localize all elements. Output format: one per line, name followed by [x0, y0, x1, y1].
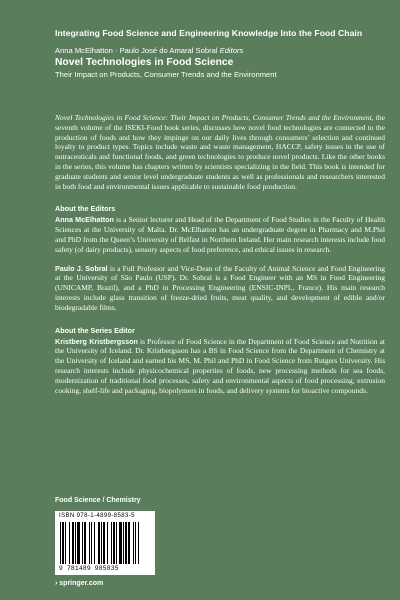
series-editor-bio: [55, 337, 385, 396]
editor-names: Anna McElhatton · Paulo José do Amaral Sobral: [55, 46, 218, 55]
isbn-text: ISBN 978-1-4899-8583-5: [59, 513, 135, 519]
book-subtitle: Their Impact on Products, Consumer Trends and the Environment: [55, 70, 277, 79]
back-cover-text: [55, 113, 385, 395]
book-title: Novel Technologies in Food Science: [55, 57, 234, 68]
editors-label: Editors: [219, 46, 244, 55]
series-title: Integrating Food Science and Engineering Knowledge Into the Food Chain: [55, 28, 363, 38]
editor1-bio: [55, 215, 385, 254]
springer-link[interactable]: › springer.com: [55, 580, 104, 587]
editor1-bio-text: is a Senior lecturer and Head of the Department of Food Studies in the Faculty of Health Sciences at the University of Malta. Dr. McElhatton has an undergraduate degree in Pharmacy and M.Phil and PhD from the Queen’s University of Belfast in Northern Ireland. Her main research interests include food safety (of dairy products), sensory aspects of food preference, and ethical issues in research.: [55, 215, 385, 254]
book-header: [55, 46, 385, 79]
isbn-barcode: [55, 511, 155, 575]
editor2-name: Paulo J. Sobral: [55, 263, 108, 273]
about-editors-heading: About the Editors: [55, 204, 116, 214]
editor1-name: Anna McElhatton: [55, 215, 114, 225]
book-description: [55, 113, 385, 191]
series-editor-name: Kristberg Kristbergsson: [55, 336, 138, 346]
barcode-icon: [59, 522, 151, 564]
editor2-bio: [55, 264, 385, 313]
series-editor-bio-text: is Professor of Food Science in the Department of Food Science and Nutrition at the University of Iceland. Dr. Kristbergsson has a BS in Food Science from the Department of Chemistry at the University of Iceland and earned his MS, M. Phil and PhD in Food Science from Rutgers University. His research interests include physicochemical properties of foods, new processing methods for sea foods, modernization of traditional food processes, safety and environmental aspects of food processing, extrusion cooking, shelf-life and packaging, biopolymers in foods, and delivery systems for bioactive compounds.: [55, 336, 385, 395]
category-label: Food Science / Chemistry: [55, 497, 141, 504]
barcode-digits: 9 781489 985835: [59, 565, 119, 572]
description-italic: Novel Technologies in Food Science: Their Impact on Products, Consumer Trends and the Environment,: [55, 113, 374, 122]
editors-line: [55, 46, 385, 55]
about-series-editor-heading: About the Series Editor: [55, 325, 135, 335]
description-text: the seventh volume of the ISEKI-Food book series, discusses how novel food technologies are connected to the production of foods and how they impinge on our daily lives through consumers’ selection and continued loyalty to product types. Topics include waste and waste management, HACCP, safety issues in the use of nutraceuticals and functional foods, and green technologies to produce novel products. Like the other books in the series, this volume has chapters written by scientists specializing in the field. This book is intended for graduate students and senior level undergraduate students as well as professionals and researchers interested in both food and environmental issues applicable to sustainable food production.: [55, 113, 385, 191]
editor2-bio-text: is a Full Professor and Vice-Dean of the Faculty of Animal Science and Food Engineering at the University of São Paulo (USP). Dr. Sobral is a Food Engineer with an MS in Food Engineering (UNICAMP, Brazil), and a PhD in Processing Engineering (ENSIC-INPL, France). His main research interests include glass transition of freeze-dried fruits, meat quality, and development of edible and/or biodegradable films.: [55, 263, 385, 312]
